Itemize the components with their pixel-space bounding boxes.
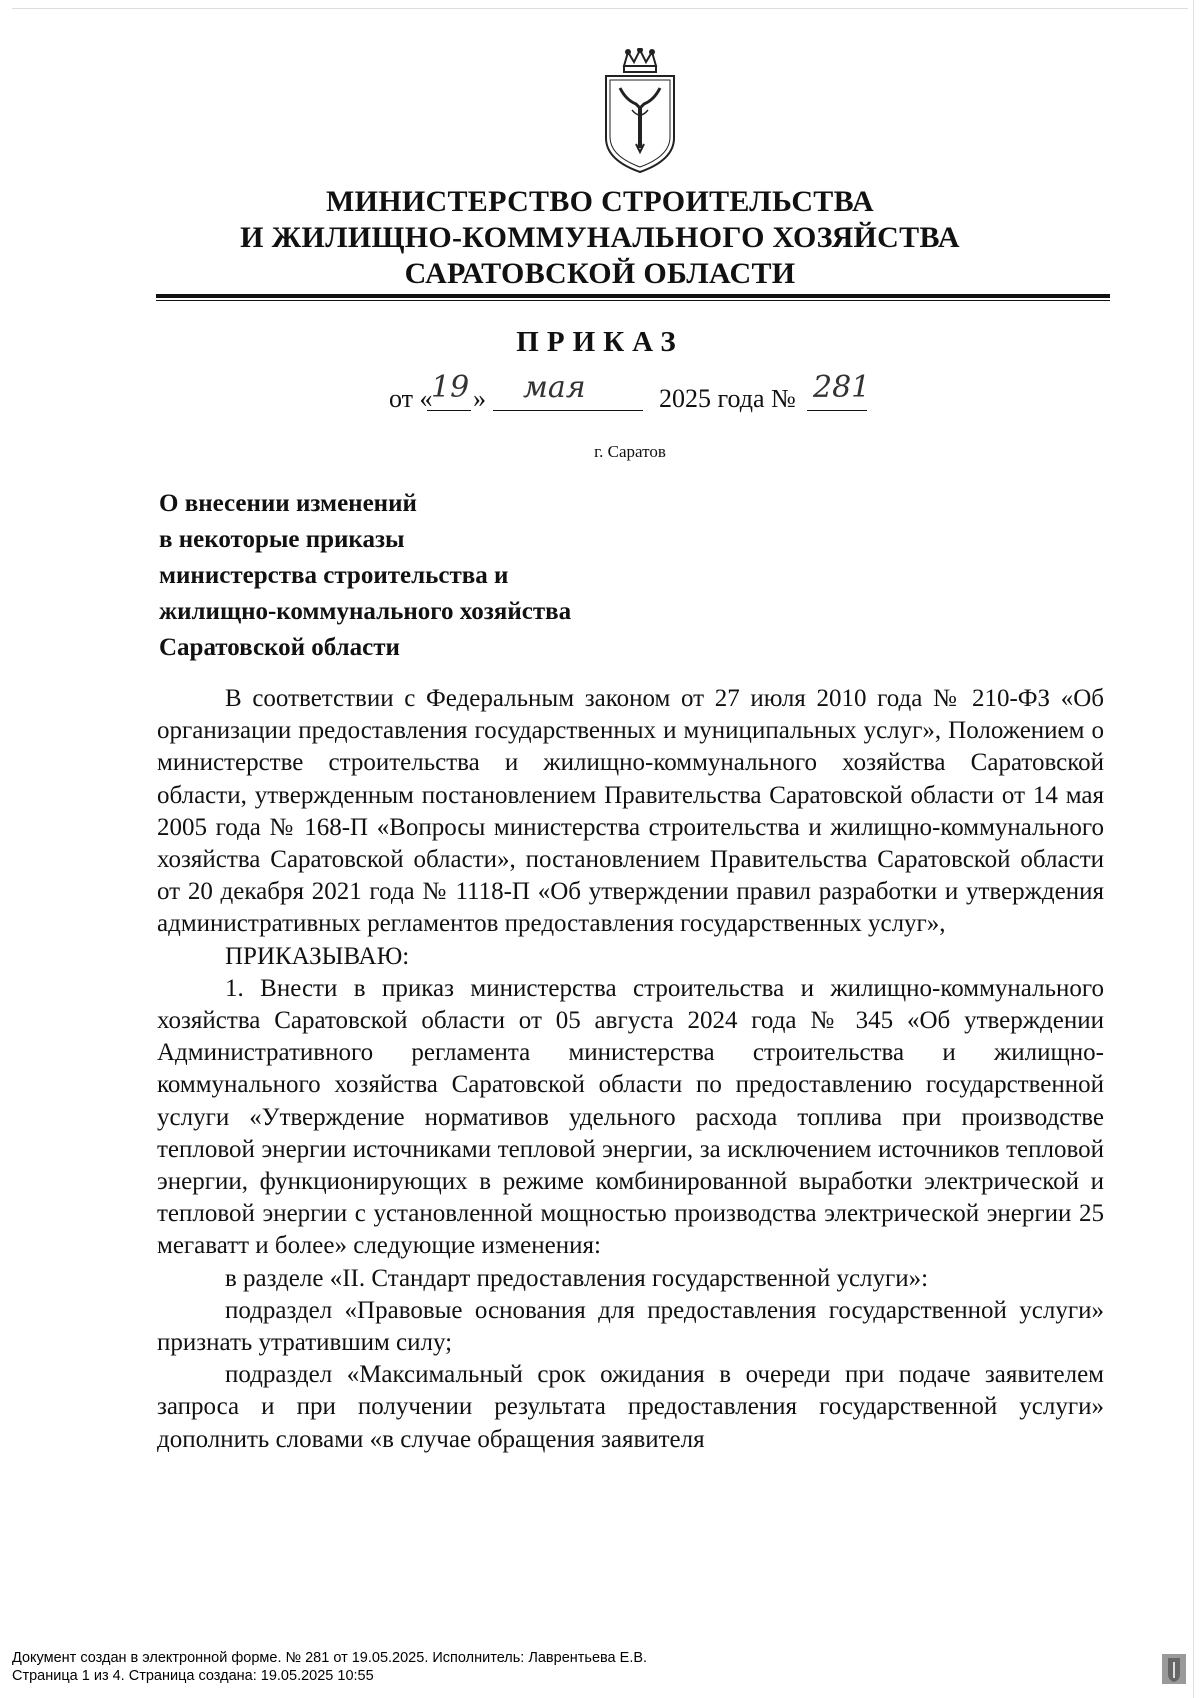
- ministry-line-2: И ЖИЛИЩНО-КОММУНАЛЬНОГО ХОЗЯЙСТВА: [240, 221, 960, 254]
- order-directive: ПРИКАЗЫВАЮ:: [225, 942, 410, 970]
- day-underline: [427, 410, 471, 411]
- saratov-coat-of-arms-icon: [600, 48, 680, 176]
- legal-grounds-paragraph: подраздел «Правовые основания для предоставления государственной услуги» признать утратившим силу;: [157, 1296, 1104, 1357]
- city: г. Саратов: [594, 442, 666, 461]
- date-quote-close: »: [473, 384, 486, 413]
- order-subject: [159, 486, 571, 666]
- subject-line-5: Саратовской области: [159, 634, 400, 661]
- date-prefix: от «: [389, 384, 433, 413]
- document-type: ПРИКАЗ: [516, 326, 684, 358]
- subject-line-2: в некоторые приказы: [159, 526, 405, 553]
- ministry-name: [0, 184, 1200, 292]
- ministry-line-3: САРАТОВСКОЙ ОБЛАСТИ: [404, 257, 796, 290]
- clause-1-paragraph: 1. Внести в приказ министерства строительства и жилищно-коммунального хозяйства Саратовской области от 05 августа 2024 года № 345 «Об утверждении Административного регламента министерства строительства и жилищно-коммунального хозяйства Саратовской области по предоставлению государственной услуги «Утверждение нормативов удельного расхода топлива при производстве тепловой энергии источниками тепловой энергии, за исключением источников тепловой энергии, функционирующих в режиме комбинированной выработки электрической и тепловой энергии с установленной мощностью производства электрической энергии 25 мегаватт и более» следующие изменения:: [157, 974, 1104, 1260]
- preamble-paragraph: В соответствии с Федеральным законом от 27 июля 2010 года № 210-ФЗ «Об организации предоставления государственных и муниципальных услуг», Положением о министерстве строительства и жилищно-коммунального хозяйства Саратовской области, утвержденным постановлением Правительства Саратовской области от 14 мая 2005 года № 168-П «Вопросы министерства строительства и жилищно-коммунального хозяйства Саратовской области», постановлением Правительства Саратовской области от 20 декабря 2021 года № 1118-П «Об утверждении правил разработки и утверждения административных регламентов предоставления государственных услуг»,: [157, 685, 1104, 938]
- year-and-number-label: 2025 года №: [659, 384, 796, 413]
- handwritten-month: мая: [523, 370, 586, 405]
- scan-top-edge: [12, 8, 1188, 9]
- subject-line-3: министерства строительства и: [159, 562, 509, 589]
- subject-line-4: жилищно-коммунального хозяйства: [159, 598, 572, 625]
- footer-line-2: Страница 1 из 4. Страница создана: 19.05.2025 10:55: [12, 1668, 374, 1684]
- subject-line-1: О внесении изменений: [159, 490, 417, 517]
- handwritten-order-number: 281: [813, 370, 871, 405]
- header-rule-thick: [156, 294, 1110, 298]
- ministry-line-1: МИНИСТЕРСТВО СТРОИТЕЛЬСТВА: [325, 185, 875, 218]
- electronic-document-footer: [12, 1649, 647, 1685]
- waiting-time-paragraph: подраздел «Максимальный срок ожидания в очереди при подаче заявителем запроса и при получении результата предоставления государственной услуги» дополнить словами «в случае обращения заявителя: [157, 1361, 1104, 1453]
- order-body: [157, 683, 1104, 1456]
- section-ii-paragraph: в разделе «II. Стандарт предоставления государственной услуги»:: [225, 1264, 929, 1292]
- header-rule-thin: [156, 300, 1110, 301]
- month-underline: [493, 410, 643, 411]
- footer-line-1: Документ создан в электронной форме. № 281 от 19.05.2025. Исполнитель: Лаврентьева Е.В.: [12, 1650, 648, 1666]
- handwritten-day: 19: [431, 370, 470, 405]
- number-underline: [807, 410, 867, 411]
- coat-of-arms-stamp-icon: [1162, 1654, 1186, 1684]
